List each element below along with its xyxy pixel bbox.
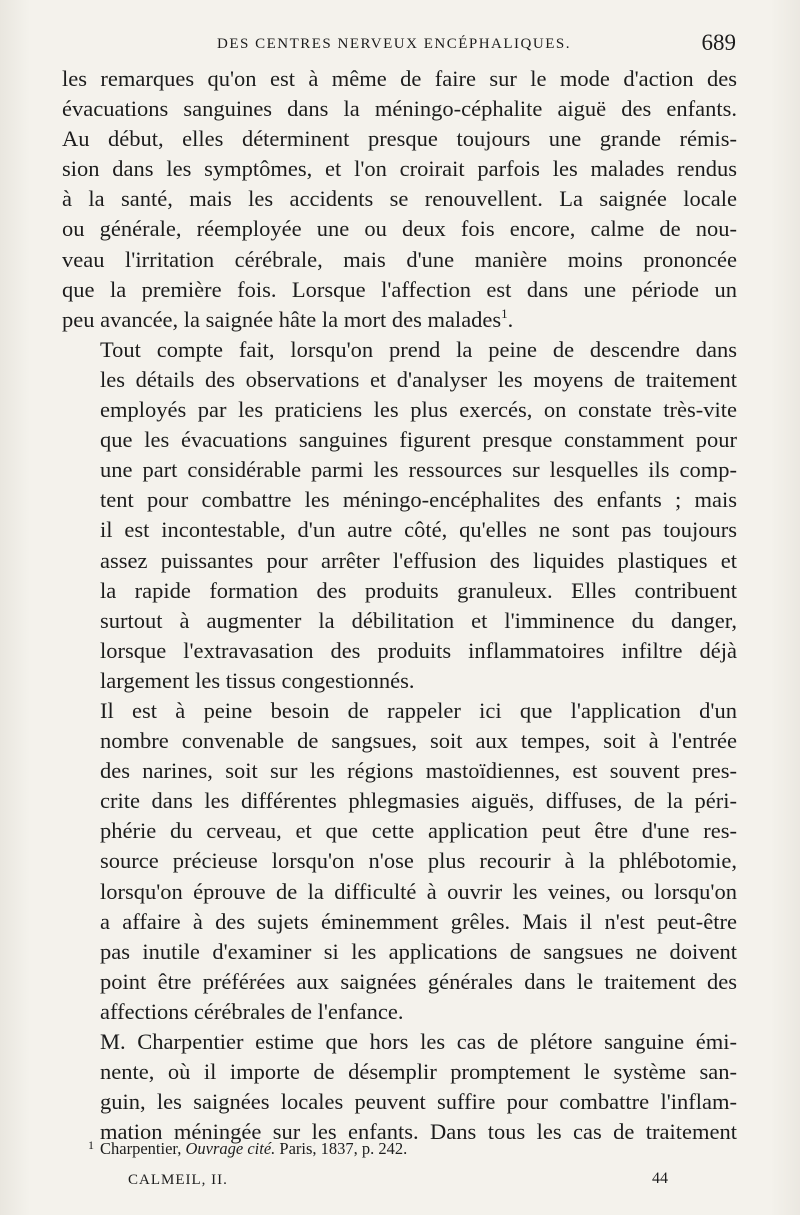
footnote-mark: 1 <box>88 1138 94 1152</box>
text-line: nente, où il importe de désemplir promptement le système san- <box>100 1059 737 1085</box>
text-line: assez puissantes pour arrêter l'effusion des liquides plastiques et <box>100 547 737 573</box>
text-line: les remarques qu'on est à même de faire sur le mode d'action des <box>62 66 737 91</box>
footnote-reference: 1 <box>501 305 508 321</box>
text-line: ou générale, réemployée une ou deux fois encore, calme de nou- <box>62 216 737 242</box>
text-line <box>62 305 737 335</box>
text-line: lorsqu'on éprouve de la difficulté à ouvrir les veines, ou lorsqu'on <box>100 878 737 904</box>
text-fragment: peu avancée, la saignée hâte la mort des malades <box>62 306 502 332</box>
signature-number: 44 <box>652 1170 668 1187</box>
text-fragment: . <box>507 306 514 332</box>
text-line: il est incontestable, d'un autre côté, qu'elles ne sont pas toujours <box>100 517 737 543</box>
page-number: 689 <box>701 30 736 55</box>
paragraph-4 <box>62 1027 737 1147</box>
text-line: pas inutile d'examiner si les applications de sangsues ne doivent <box>100 938 737 964</box>
running-title: DES CENTRES NERVEUX ENCÉPHALIQUES. <box>217 36 571 52</box>
signature-row <box>128 1170 668 1194</box>
footnote-work: Ouvrage cité. <box>185 1139 276 1158</box>
text-line: sion dans les symptômes, et l'on croirait parfois les malades rendus <box>62 156 737 182</box>
text-line: crite dans les différentes phlegmasies aiguës, diffuses, de la péri- <box>100 788 737 814</box>
text-line: nombre convenable de sangsues, soit aux tempes, soit à l'entrée <box>100 728 737 754</box>
text-line: point être préférées aux saignées générales dans le traitement des <box>100 968 737 994</box>
text-line: veau l'irritation cérébrale, mais d'une manière moins prononcée <box>62 246 737 272</box>
text-line: à la santé, mais les accidents se renouvellent. La saignée locale <box>62 186 737 212</box>
footnote-details: Paris, 1837, p. 242. <box>279 1139 408 1158</box>
text-line: surtout à augmenter la débilitation et l'imminence du danger, <box>100 607 737 633</box>
paragraph-1 <box>62 64 737 335</box>
paragraph-3 <box>62 696 737 1027</box>
text-line: lorsque l'extravasation des produits inflammatoires infiltre déjà <box>100 637 737 663</box>
footnote-author: Charpentier, <box>100 1139 182 1158</box>
text-line: mation méningée sur les enfants. Dans tous les cas de traitement <box>100 1119 737 1145</box>
text-line: la rapide formation des produits granuleux. Elles contribuent <box>100 577 737 603</box>
running-head <box>62 30 736 60</box>
text-line: que les évacuations sanguines figurent presque constamment pour <box>100 427 737 453</box>
text-line: a affaire à des sujets éminemment grêles. Mais il n'est peut-être <box>100 908 737 934</box>
text-line: Au début, elles déterminent presque toujours une grande rémis- <box>62 126 737 152</box>
text-line: les détails des observations et d'analyser les moyens de traitement <box>100 366 737 392</box>
body-text <box>62 64 737 1147</box>
text-line: Il est à peine besoin de rappeler ici que l'application d'un <box>100 697 737 723</box>
text-line: évacuations sanguines dans la méningo-céphalite aiguë des enfants. <box>62 96 737 122</box>
paragraph-2 <box>62 335 737 696</box>
text-line: des narines, soit sur les régions mastoïdiennes, est souvent pres- <box>100 758 737 784</box>
text-line: guin, les saignées locales peuvent suffire pour combattre l'inflam- <box>100 1089 737 1115</box>
text-line: une part considérable parmi les ressources sur lesquelles ils comp- <box>100 457 737 483</box>
text-line: employés par les praticiens les plus exercés, on constate très-vite <box>100 397 737 423</box>
text-line: phérie du cerveau, et que cette application peut être d'une res- <box>100 818 737 844</box>
text-line: source précieuse lorsqu'on n'ose plus recourir à la phlébotomie, <box>100 848 737 874</box>
footnote <box>88 1138 688 1159</box>
text-line: Tout compte fait, lorsqu'on prend la peine de descendre dans <box>100 336 737 362</box>
text-line: largement les tissus congestionnés. <box>100 667 415 693</box>
text-line: tent pour combattre les méningo-encéphalites des enfants ; mais <box>100 487 737 513</box>
text-line: que la première fois. Lorsque l'affection est dans une période un <box>62 276 737 302</box>
text-line: affections cérébrales de l'enfance. <box>100 998 404 1024</box>
text-line: M. Charpentier estime que hors les cas de plétore sanguine émi- <box>100 1029 737 1054</box>
signature-mark: CALMEIL, II. <box>128 1172 228 1188</box>
